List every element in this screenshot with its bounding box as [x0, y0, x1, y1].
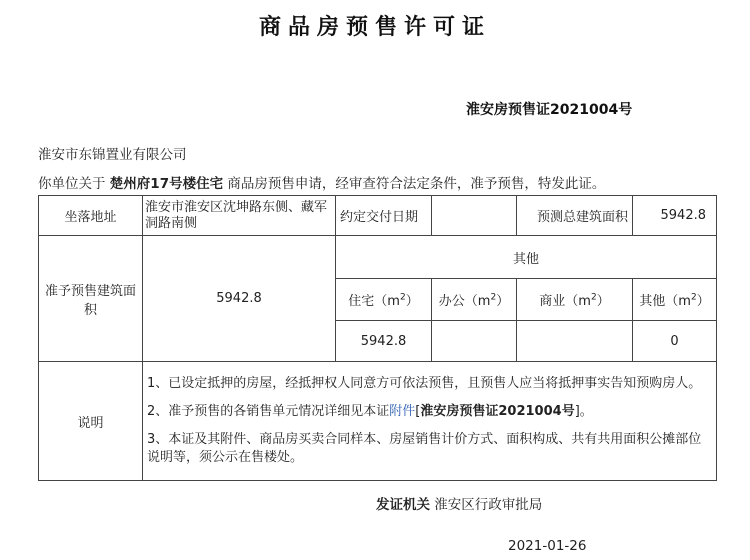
note-1: 1、已设定抵押的房屋，经抵押权人同意方可依法预售，且预售人应当将抵押事实告知预购房人。: [147, 376, 702, 391]
issue-date: 2021-01-26: [508, 538, 587, 554]
intro-suffix: 商品房预售申请，经审查符合法定条件，准予预售，特发此证。: [227, 176, 606, 192]
col-commercial: 商业$(m^2)$: [517, 279, 633, 321]
presale-area-value: 5942.8: [143, 236, 336, 362]
presale-area-label: 准予预售建筑面积: [39, 236, 143, 362]
col-other: 其他$(m^2)$: [633, 279, 717, 321]
company-name: 淮安市东锦置业有限公司: [38, 147, 187, 163]
location-label: 坐落地址: [39, 196, 143, 236]
notes-content: [143, 362, 717, 481]
other-value: 0: [633, 321, 717, 362]
location-value: 淮安市淮安区沈坤路东侧、藏军洞路南侧: [143, 196, 336, 236]
intro-prefix: 你单位关于: [38, 176, 106, 192]
intro-sentence: [38, 172, 605, 192]
col-office: 办公$(m^2)$: [432, 279, 517, 321]
certificate-number: 淮安房预售证2021004号: [466, 102, 633, 118]
delivery-date-label: 约定交付日期: [336, 196, 432, 236]
note-3: 3、本证及其附件、商品房买卖合同样本、房屋销售计价方式、面积构成、共有共用面积公摊部位说明等，须公示在售楼处。: [147, 432, 702, 465]
document-title: 商品房预售许可证: [258, 15, 491, 40]
note-cert-number: 淮安房预售证2021004号: [420, 404, 575, 419]
delivery-date-value: [432, 196, 517, 236]
project-name: 楚州府17号楼住宅: [109, 176, 224, 192]
location-row: [39, 196, 717, 236]
issuer-label: 发证机关: [376, 497, 430, 513]
estimated-area-value: 5942.8: [633, 196, 717, 236]
residential-value: 5942.8: [336, 321, 432, 362]
other-header: 其他: [336, 236, 717, 279]
notes-label: 说明: [39, 362, 143, 481]
office-value: [432, 321, 517, 362]
notes-row: [39, 362, 717, 481]
commercial-value: [517, 321, 633, 362]
attachment-link[interactable]: 附件: [389, 404, 416, 419]
permit-table: [38, 195, 717, 481]
note-2: 2、准予预售的各销售单元情况详细见本证附件[淮安房预售证2021004号]。: [147, 404, 593, 419]
issuing-authority: [376, 493, 542, 513]
issuer-value: 淮安区行政审批局: [434, 497, 543, 513]
other-header-row: [39, 236, 717, 279]
col-residential: 住宅$(m^2)$: [336, 279, 432, 321]
estimated-area-label: 预测总建筑面积: [517, 196, 633, 236]
